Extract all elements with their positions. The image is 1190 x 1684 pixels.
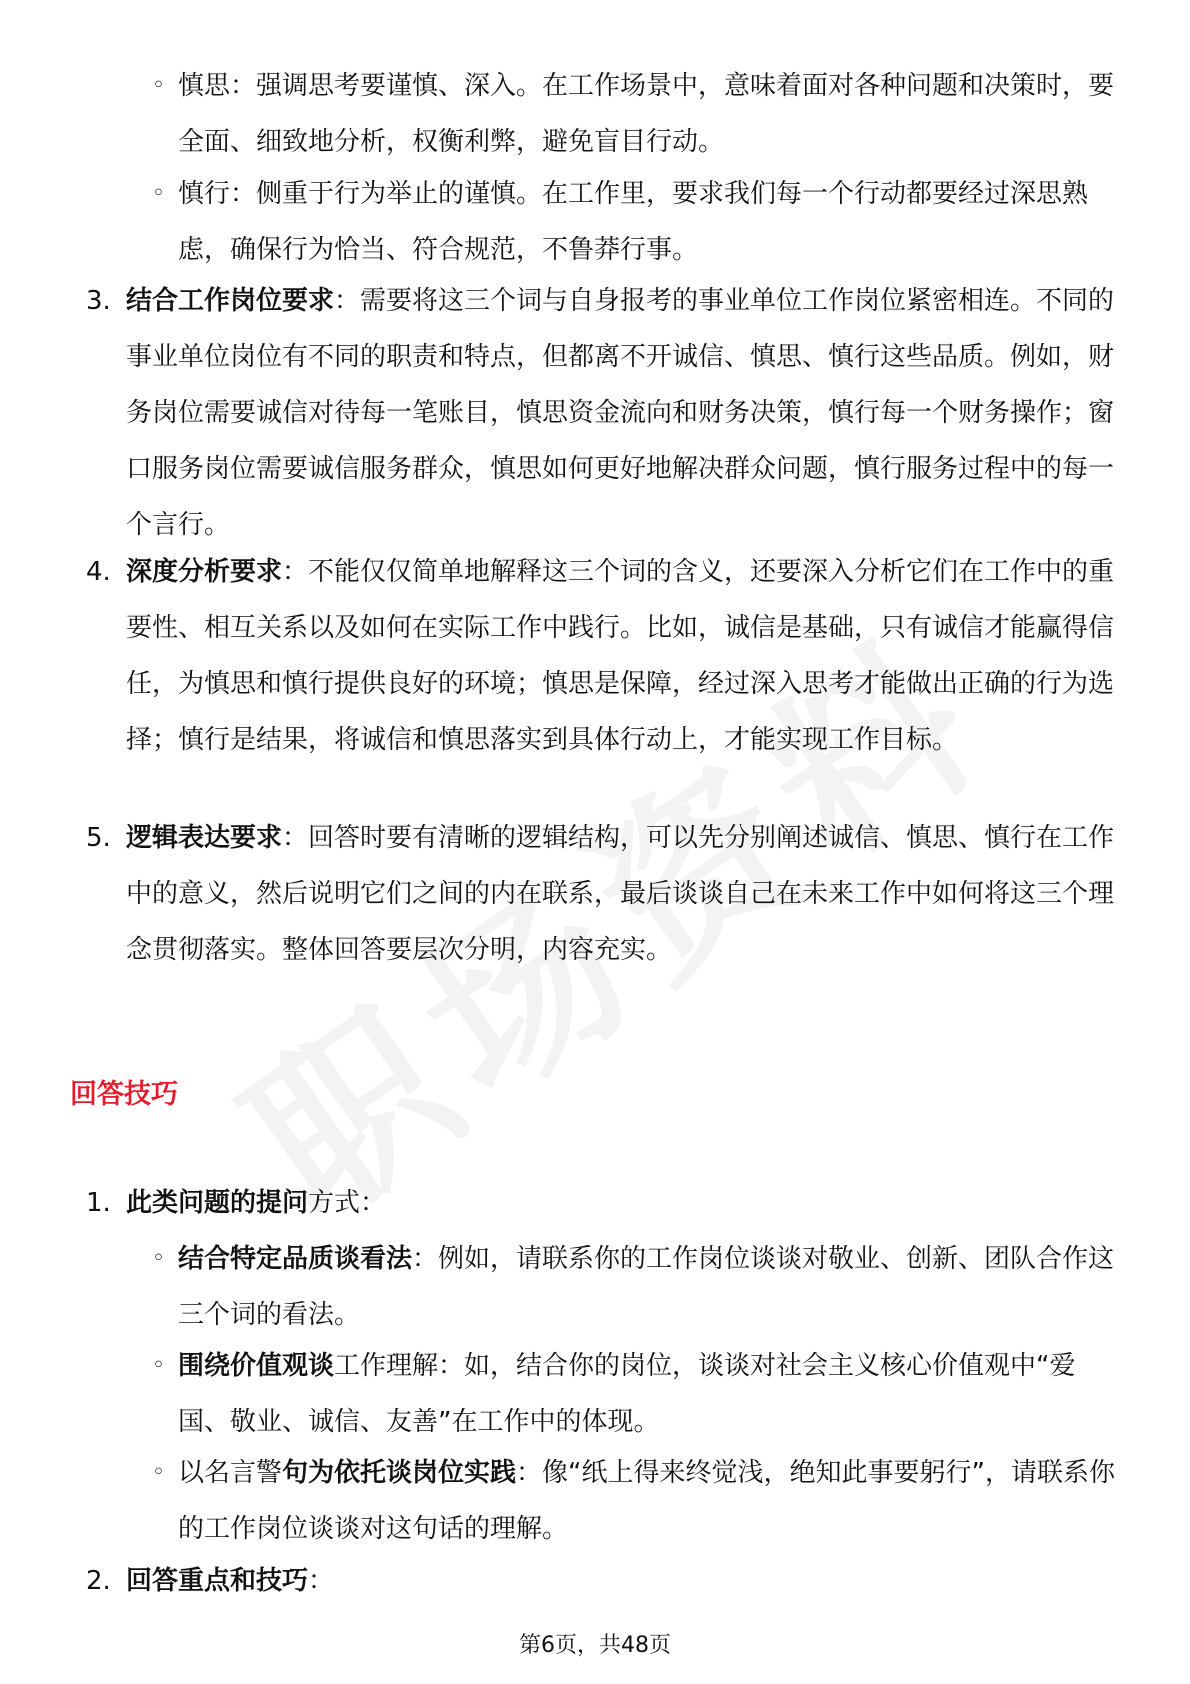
list-item-heading: 此类问题的提问 (126, 1188, 309, 1218)
tips-sub-item-3 (152, 1445, 1118, 1557)
tips-item-2 (86, 1553, 1118, 1609)
list-item-text: ： (308, 1566, 335, 1596)
sub-item-text: 工作理解：如，结合你的岗位，谈谈对社会主义核心价值观中“爱国、敬业、诚信、友善”在工作中的体现。 (178, 1351, 1076, 1437)
sub-item-text: 慎行：侧重于行为举止的谨慎。在工作里，要求我们每一个行动都要经过深思熟虑，确保行为恰当、符合规范，不鲁莽行事。 (178, 179, 1089, 265)
list-marker: 3. (86, 286, 111, 316)
tips-sub-item-2 (152, 1338, 1118, 1450)
sub-item-shensi (152, 58, 1118, 170)
bullet-icon: ◦ (152, 1246, 165, 1271)
tips-item-1 (86, 1175, 1118, 1231)
list-item-3 (86, 273, 1118, 553)
sub-item-shenxing (152, 166, 1118, 278)
sub-item-heading: 句为依托谈岗位实践 (282, 1458, 517, 1488)
list-marker: 2. (86, 1566, 111, 1596)
list-marker: 4. (86, 557, 111, 587)
list-item-5 (86, 810, 1118, 978)
sub-item-heading: 结合特定品质谈看法 (178, 1244, 413, 1274)
list-item-text: 方式： (308, 1188, 387, 1218)
list-item-heading: 深度分析要求 (126, 557, 283, 587)
bullet-icon: ◦ (152, 1353, 165, 1378)
list-item-4 (86, 544, 1118, 768)
list-item-text: ：需要将这三个词与自身报考的事业单位工作岗位紧密相连。不同的事业单位岗位有不同的职责和特点，但都离不开诚信、慎思、慎行这些品质。例如，财务岗位需要诚信对待每一笔账目，慎思资金流向和财务决策，慎行每一个财务操作；窗口服务岗位需要诚信服务群众，慎思如何更好地解决群众问题，慎行服务过程中的每一个言行。 (126, 286, 1115, 540)
sub-item-text: ：例如，请联系你的工作岗位谈谈对敬业、创新、团队合作这三个词的看法。 (178, 1244, 1115, 1330)
tips-sub-item-1 (152, 1231, 1118, 1343)
section-title: 回答技巧 (70, 1079, 178, 1110)
sub-item-heading: 围绕价值观谈 (178, 1351, 335, 1381)
bullet-icon: ◦ (152, 181, 165, 206)
bullet-icon: ◦ (152, 73, 165, 98)
sub-item-prefix: 以名言警 (178, 1458, 283, 1488)
list-item-heading: 结合工作岗位要求 (126, 286, 335, 316)
list-item-text: ：不能仅仅简单地解释这三个词的含义，还要深入分析它们在工作中的重要性、相互关系以及如何在实际工作中践行。比如，诚信是基础，只有诚信才能赢得信任，为慎思和慎行提供良好的环境；慎思是保障，经过深入思考才能做出正确的行为选择；慎行是结果，将诚信和慎思落实到具体行动上，才能实现工作目标。 (126, 557, 1115, 755)
list-item-text: ：回答时要有清晰的逻辑结构，可以先分别阐述诚信、慎思、慎行在工作中的意义，然后说明它们之间的内在联系，最后谈谈自己在未来工作中如何将这三个理念贯彻落实。整体回答要层次分明，内容充实。 (126, 823, 1115, 965)
page-footer: 第6页，共48页 (519, 1633, 671, 1658)
sub-item-text: ：像“纸上得来终觉浅，绝知此事要躬行”，请联系你的工作岗位谈谈对这句话的理解。 (178, 1458, 1115, 1544)
bullet-icon: ◦ (152, 1460, 165, 1485)
list-marker: 1. (86, 1188, 111, 1218)
list-marker: 5. (86, 823, 111, 853)
list-item-heading: 逻辑表达要求 (126, 823, 283, 853)
sub-item-text: 慎思：强调思考要谨慎、深入。在工作场景中，意味着面对各种问题和决策时，要全面、细致地分析，权衡利弊，避免盲目行动。 (178, 71, 1115, 157)
list-item-heading: 回答重点和技巧 (126, 1566, 309, 1596)
